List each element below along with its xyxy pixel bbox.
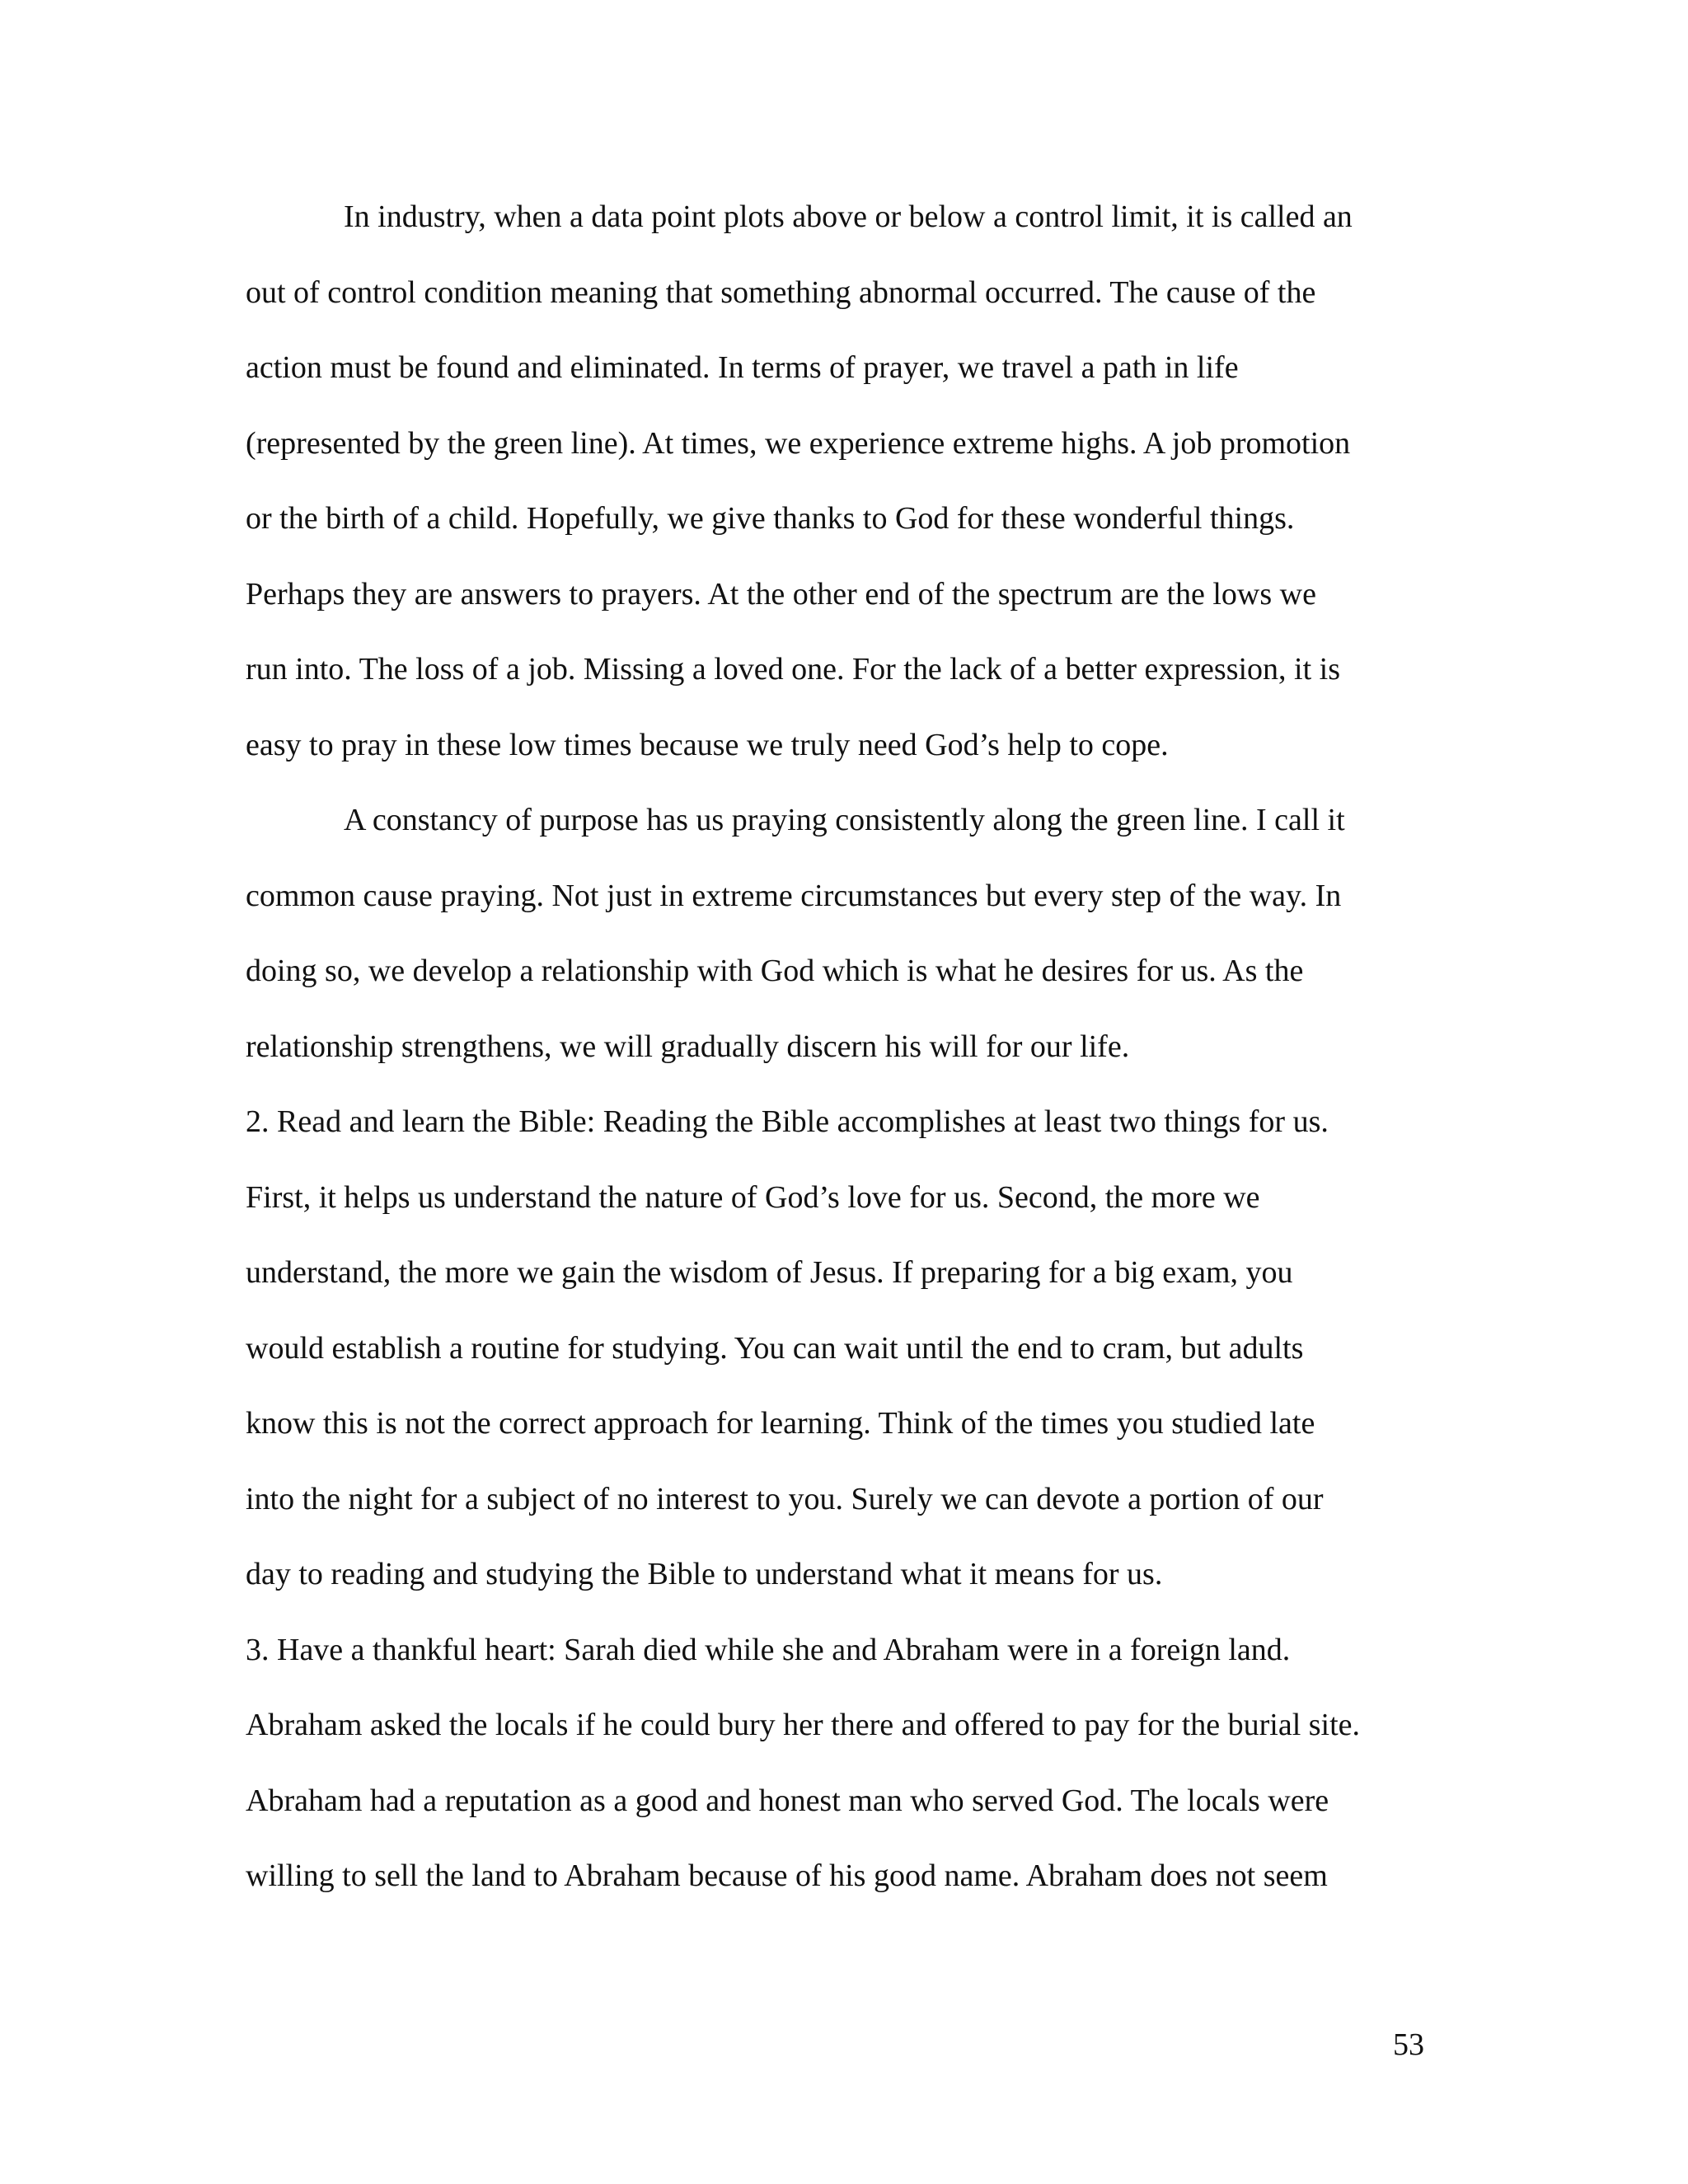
text-line: 2. Read and learn the Bible: Reading the Bible accomplishes at least two things for us. [246, 1104, 1329, 1139]
text-line: relationship strengthens, we will gradually discern his will for our life. [246, 1029, 1130, 1064]
text-line: or the birth of a child. Hopefully, we give thanks to God for these wonderful things. [246, 501, 1295, 536]
text-line: run into. The loss of a job. Missing a loved one. For the lack of a better expression, it is [246, 652, 1341, 687]
text-line: A constancy of purpose has us praying consistently along the green line. I call it [344, 803, 1345, 837]
text-line: (represented by the green line). At times, we experience extreme highs. A job promotion [246, 425, 1351, 461]
text-line: common cause praying. Not just in extreme circumstances but every step of the way. In [246, 878, 1342, 913]
text-line: easy to pray in these low times because we truly need God’s help to cope. [246, 727, 1169, 762]
text-line: In industry, when a data point plots above or below a control limit, it is called an [344, 199, 1353, 234]
page-number: 53 [1393, 2027, 1424, 2062]
text-line: day to reading and studying the Bible to understand what it means for us. [246, 1557, 1163, 1591]
text-line: out of control condition meaning that something abnormal occurred. The cause of the [246, 274, 1316, 310]
text-line: into the night for a subject of no interest to you. Surely we can devote a portion of our [246, 1481, 1324, 1516]
text-line: Abraham had a reputation as a good and honest man who served God. The locals were [246, 1783, 1329, 1818]
text-line: would establish a routine for studying. You can wait until the end to cram, but adults [246, 1330, 1304, 1366]
text-line: Perhaps they are answers to prayers. At the other end of the spectrum are the lows we [246, 576, 1316, 612]
text-line: action must be found and eliminated. In terms of prayer, we travel a path in life [246, 350, 1239, 385]
text-line: doing so, we develop a relationship with God which is what he desires for us. As the [246, 954, 1304, 988]
text-line: willing to sell the land to Abraham because of his good name. Abraham does not seem [246, 1858, 1328, 1893]
text-line: know this is not the correct approach for learning. Think of the times you studied late [246, 1406, 1315, 1441]
body-text [246, 191, 1424, 1926]
text-line: First, it helps us understand the nature of God’s love for us. Second, the more we [246, 1179, 1260, 1215]
text-line: Abraham asked the locals if he could bury her there and offered to pay for the burial site. [246, 1708, 1361, 1742]
text-line: understand, the more we gain the wisdom of Jesus. If preparing for a big exam, you [246, 1255, 1293, 1290]
text-line: 3. Have a thankful heart: Sarah died while she and Abraham were in a foreign land. [246, 1632, 1291, 1667]
